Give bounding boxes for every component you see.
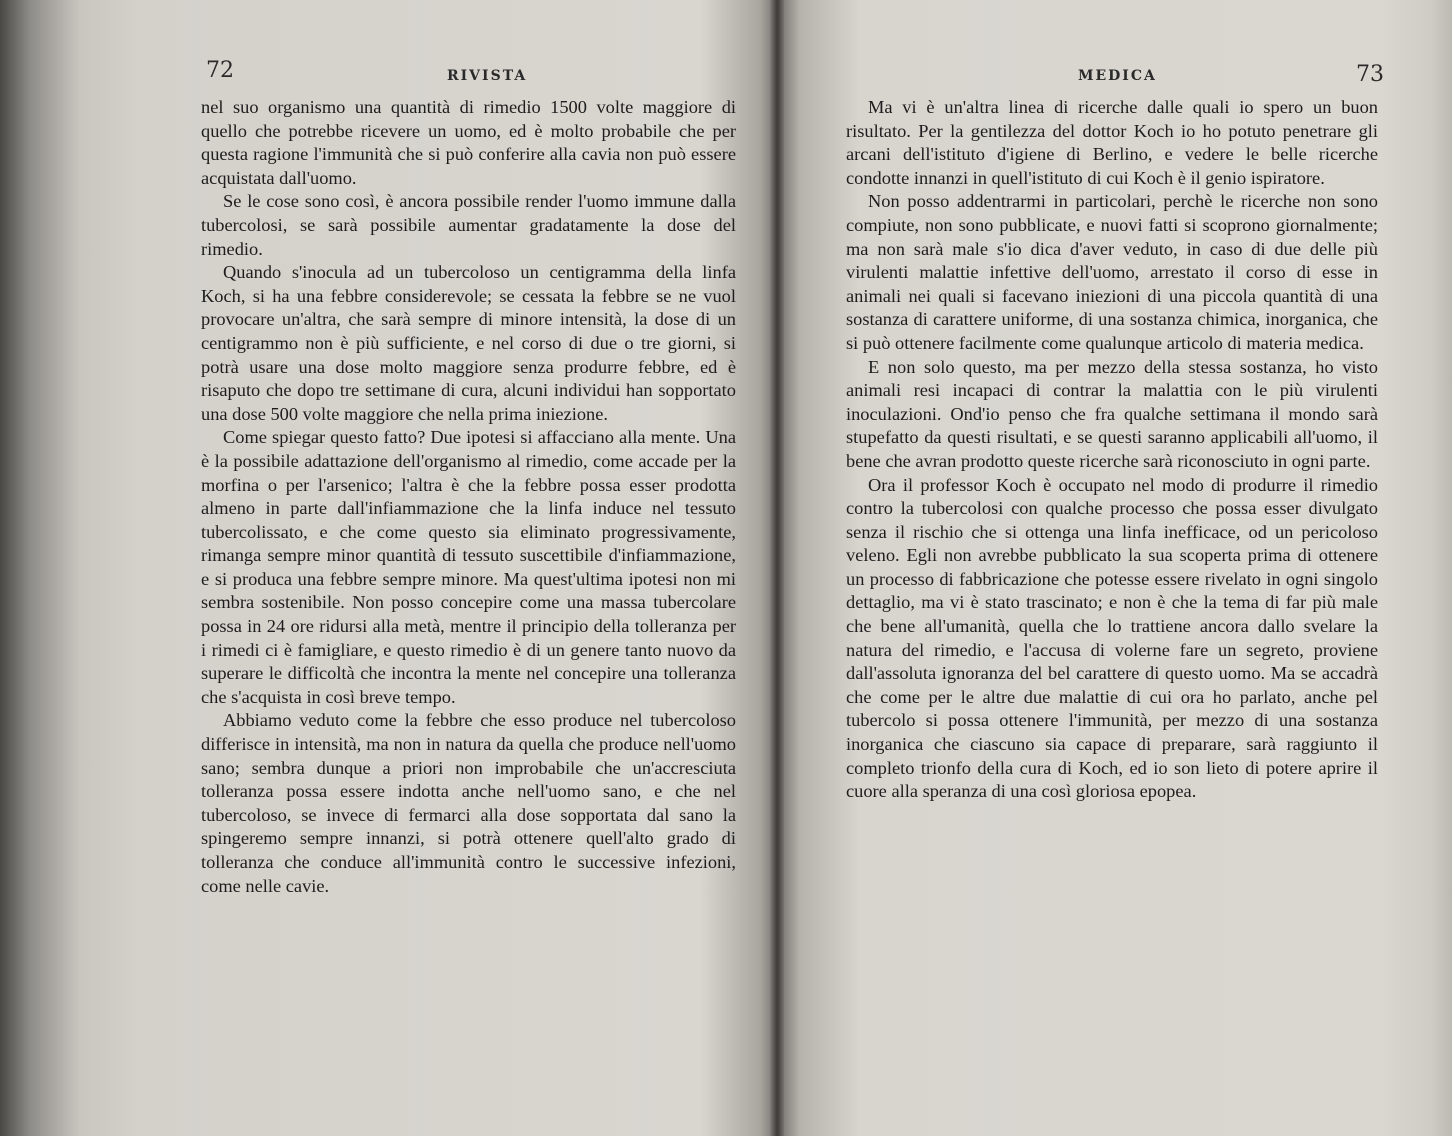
- left-paragraph-1: nel suo organismo una quantità di rimedio 1500 volte maggiore di quello che potrebbe ricevere un uomo, ed è molto probabile che per questa ragione l'immunità che si può conferire alla cavia non può essere acquistata dall'uomo.: [201, 97, 736, 188]
- left-paragraph-3: Quando s'inocula ad un tubercoloso un centigramma della linfa Koch, si ha una febbre considerevole; se cessata la febbre se ne vuol provocare un'altra, che sarà sempre di minore intensità, la dose di un centigrammo non è più sufficiente, e nel corso di due o tre giorni, si potrà usare una dose molto maggiore senza produrre febbre, ed è risaputo che dopo tre settimane di cura, alcuni individui han sopportato una dose 500 volte maggiore che nella prima iniezione.: [201, 262, 736, 424]
- left-page-body: [201, 96, 736, 898]
- left-paragraph-5: Abbiamo veduto come la febbre che esso produce nel tubercoloso differisce in intensità, ma non in natura da quella che produce nell'uomo sano; sembra dunque a priori non improbabile che un'accresciuta tolleranza possa essere indotta anche nell'uomo sano, e che nel tubercoloso, se invece di fermarci alla dose sopportata dal sano la spingeremo sempre innanzi, si potrà ottenere quell'alto grado di tolleranza che conduce all'immunità contro le successive infezioni, come nelle cavie.: [201, 710, 736, 896]
- right-paragraph-3: E non solo questo, ma per mezzo della stessa sostanza, ho visto animali resi incapaci di contrar la malattia con le più virulenti inoculazioni. Ond'io penso che fra qualche settimana il mondo sarà stupefatto da questi risultati, e se questi saranno applicabili all'uomo, il bene che avran prodotto queste ricerche sarà riconosciuto in ogni parte.: [846, 356, 1378, 471]
- right-running-head: MEDICA: [1078, 68, 1157, 84]
- right-page-number: 73: [1356, 62, 1384, 87]
- left-running-head: RIVISTA: [447, 68, 528, 84]
- left-paragraph-2: Se le cose sono così, è ancora possibile render l'uomo immune dalla tubercolosi, se sarà possibile aumentar gradatamente la dose del rimedio.: [201, 191, 736, 259]
- left-paragraph-4: Come spiegar questo fatto? Due ipotesi si affacciano alla mente. Una è la possibile adattazione dell'organismo al rimedio, come accade per la morfina o per l'arsenico; l'altra è che la febbre possa esser prodotta almeno in parte dall'infiammazione che la linfa induce nel tessuto tubercolissato, e che come questo sia eliminato progressivamente, rimanga sempre minor quantità di tessuto suscettibile d'infiammazione, e si produca una febbre sempre minore. Ma quest'ultima ipotesi non mi sembra sostenibile. Non posso concepire come una massa tubercolare possa in 24 ore ridursi alla metà, mentre il principio della tolleranza per i rimedi ci è famigliare, e questo rimedio è di un genere tanto nuovo da superare le difficoltà che incontra la mente nel concepire una tolleranza che s'acquista in così breve tempo.: [201, 427, 736, 707]
- right-paragraph-2: Non posso addentrarmi in particolari, perchè le ricerche non sono compiute, non sono pubblicate, e nuovi fatti si scoprono giornalmente; ma non sarà male s'io dica d'aver veduto, in caso di due delle più virulenti malattie infettive dell'uomo, arrestato il corso di esse in animali nei quali si facevano iniezioni di una piccola quantità di una sostanza di carattere uniforme, di una sostanza chimica, inorganica, che si può ottenere facilmente come qualunque articolo di materia medica.: [846, 191, 1378, 353]
- left-page-number: 72: [206, 58, 234, 83]
- right-page: [784, 0, 1452, 1136]
- right-paragraph-4: Ora il professor Koch è occupato nel modo di produrre il rimedio contro la tubercolosi con qualche processo che possa esser divulgato senza il rischio che si ottenga una linfa inefficace, od un pericoloso veleno. Egli non avrebbe pubblicato la sua scoperta prima di ottenere un processo di fabbricazione che potesse essere rivelato in ogni singolo dettaglio, ma vi è stato trascinato; e non è che la tema di far più male che bene all'umanità, quella che lo trattiene ancora dallo svelare la natura del rimedio, e l'accusa di volerne fare un segreto, proviene dall'assoluta ignoranza del bel carattere di questo uomo. Ma se accadrà che come per le altre due malattie di cui ora ho parlato, anche pel tubercolo si possa ottenere l'immunità, per mezzo di una sostanza inorganica che ciascuno sia capace di preparare, sarà raggiunto il completo trionfo della cura di Koch, ed io son lieto di potere aprire il cuore alla speranza di una così gloriosa epopea.: [846, 474, 1378, 802]
- right-page-body: [846, 96, 1378, 804]
- right-paragraph-1: Ma vi è un'altra linea di ricerche dalle quali io spero un buon risultato. Per la gentilezza del dottor Koch io ho potuto penetrare gli arcani dell'istituto d'igiene di Berlino, e vedere le belle ricerche condotte innanzi in quell'istituto di cui Koch è il genio ispiratore.: [846, 97, 1378, 188]
